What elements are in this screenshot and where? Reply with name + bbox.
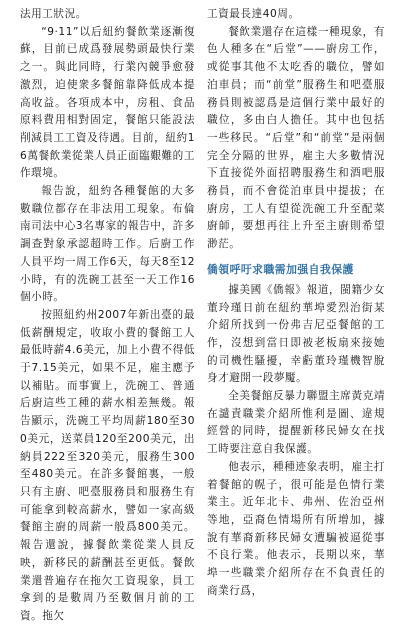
paragraph-anti-violence-alliance: 全美餐館反暴力聯盟主席黃克靖在譴責職業介紹所惟利是圖、違規經營的同時，提醒新移民婦女在找工時要注意自我保護。 (207, 390, 385, 456)
paragraph-front-back-house: 餐飲業還存在這樣一種現象，有色人種多在“后堂”——廚房工作，或從事其他不太吃香的職位，譬如泊車員；而“前堂”服務生和吧臺服務員則被認爲是這個行業中最好的職位，多由白人擔任。其中也包括一些移民。“后堂”和“前堂”是兩個完全分隔的世界，雇主大多數情況下直接從外面招聘服務生和酒吧服務員，而不會從泊車員中提拔；在廚房，工人有望從洗碗工升至配菜廚師，要想再往上升至主廚則希望渺茫。 (207, 25, 385, 251)
paragraph-continuation: 法用工狀況。 (20, 8, 87, 20)
paragraph-industry-recovery: “9·11”以后紐約餐飲業逐漸復蘇，目前已成爲發展勢頭最快行業之一。與此同時，行業內競爭愈發激烈，迫使衆多餐館靠降低成本提高收益。各項成本中，房租、食品原料費用相對固定，餐館只能設法削減員工工資及待遇。目前，紐約16萬餐飲業從業人員正面臨艱難的工作環境。 (20, 25, 195, 180)
paragraph-continuation: 工資最長達40周。 (207, 8, 300, 20)
section-heading: 僑領呼吁求職需加强自我保護 (207, 262, 354, 276)
left-column (20, 6, 195, 622)
paragraph-qiaobao-report: 據美國《僑報》報道，閩籍少女董玲瑾日前在紐約華埠愛烈治街某介紹所找到一份弗吉尼亞餐館的工作，沒想到當日即被老板扇來接她的司機性騷擾，幸虧董玲瑾機智脫身才避開一段夢魘。 (207, 283, 385, 385)
paragraph-report-overtime: 報告說，紐約各種餐館的大多數職位都存在非法用工現象。布倫南司法中心3名專家的報告中，許多調查對象承認超時工作。后廚工作人員平均一周工作6天，每天8至12小時，有的洗碗工甚至一天工作16個小時。 (20, 185, 195, 304)
paragraph-minimum-wage: 按照紐約州2007年新出臺的最低薪酬規定，收取小費的餐館工人最低時薪4.6美元，加上小費不得低于7.15美元，如果不足，雇主應予以補貼。而事實上，洗碗工、普通后廚這些工種的薪水相差無幾。報告顯示，洗碗工平均周薪180至300美元，送菜員120至200美元，出納員222至320美元，服務生300至480美元。在許多餐館裏，一般只有主廚、吧臺服務員和服務生有可能拿到較高薪水，譬如一家高級餐館主廚的周薪一般爲800美元。報告還說，據餐飲業從業人員反映，新移民的薪酬甚至更低。餐飲業還普遍存在拖欠工資現象，員工拿到的是數周乃至數個月前的工資。拖欠 (20, 308, 195, 622)
paragraph-warning: 他表示，種種迹象表明，雇主打着餐館的幌子，很可能是色情行業業主。近年北卡、弗州、佐治亞州等地，亞裔色情場所有所增加，據說有華裔新移民婦女遭騙被逼從事不良行業。他表示，長期以來，華埠一些職業介紹所存在不負責任的商業行爲， (207, 460, 385, 597)
right-column (207, 6, 385, 597)
